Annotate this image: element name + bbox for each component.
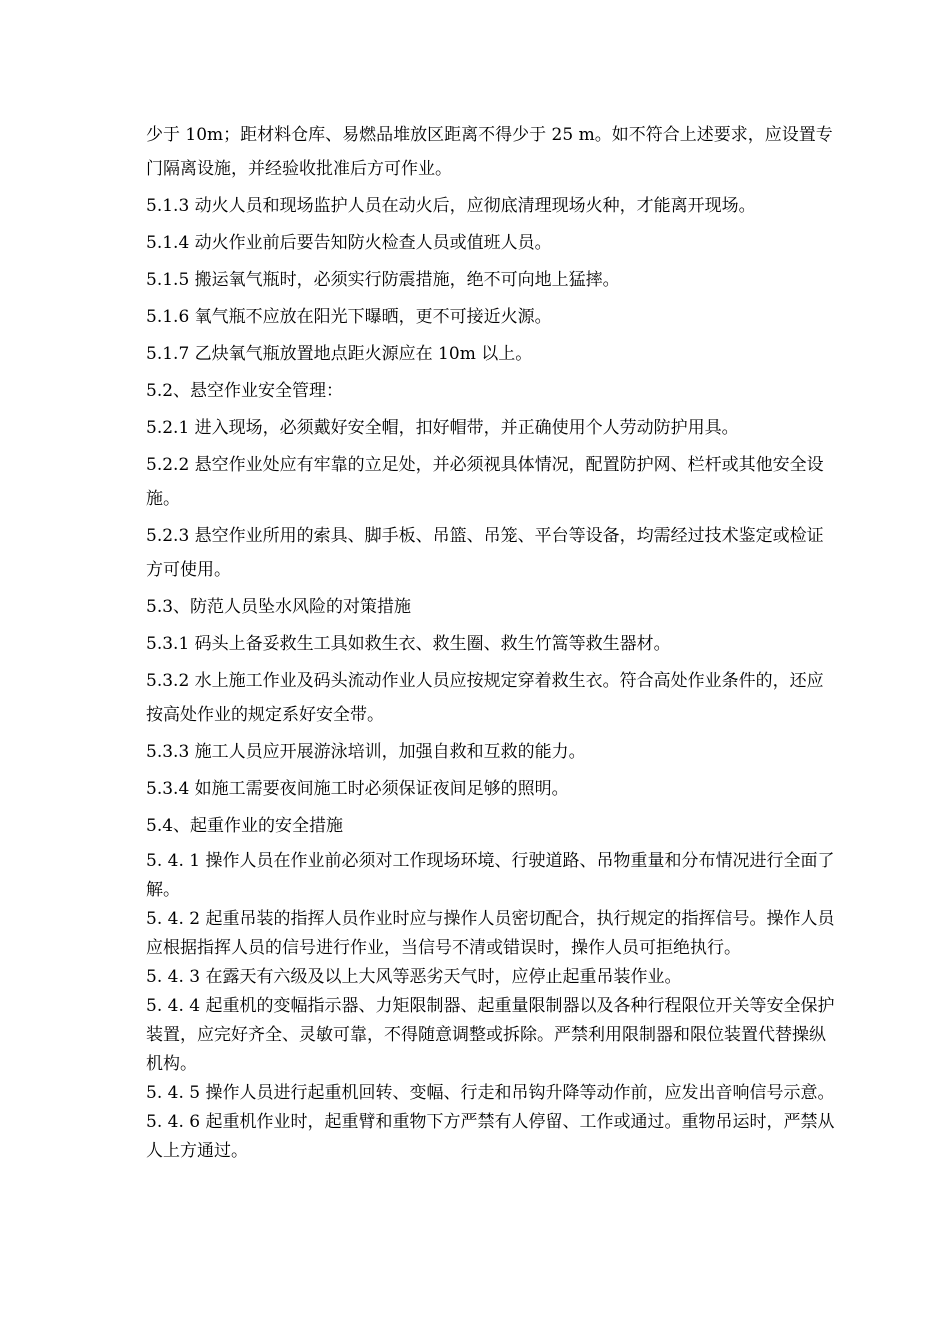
section-heading: 5.3、防范人员坠水风险的对策措施 [146, 597, 412, 617]
paragraph: 5.1.6 氧气瓶不应放在阳光下曝晒，更不可接近火源。 [146, 307, 552, 327]
paragraph: 5.1.3 动火人员和现场监护人员在动火后，应彻底清理现场火种，才能离开现场。 [146, 196, 756, 216]
paragraph: 5. 4. 6 起重机作业时，起重臂和重物下方严禁有人停留、工作或通过。重物吊运时，严禁从人上方通过。 [146, 1112, 835, 1161]
paragraph: 少于 10m；距材料仓库、易燃品堆放区距离不得少于 25 m。如不符合上述要求，应设置专门隔离设施，并经验收批准后方可作业。 [146, 125, 833, 179]
paragraph: 5. 4. 2 起重吊装的指挥人员作业时应与操作人员密切配合，执行规定的指挥信号。操作人员应根据指挥人员的信号进行作业，当信号不清或错误时，操作人员可拒绝执行。 [146, 909, 835, 958]
paragraph: 5.2.2 悬空作业处应有牢靠的立足处，并必须视具体情况，配置防护网、栏杆或其他安全设施。 [146, 455, 824, 509]
paragraph: 5. 4. 5 操作人员进行起重机回转、变幅、行走和吊钩升降等动作前，应发出音响信号示意。 [146, 1083, 835, 1103]
document-body [146, 118, 836, 1166]
section-heading: 5.4、起重作业的安全措施 [146, 816, 344, 836]
paragraph: 5. 4. 4 起重机的变幅指示器、力矩限制器、起重量限制器以及各种行程限位开关等安全保护装置，应完好齐全、灵敏可靠，不得随意调整或拆除。严禁利用限制器和限位装置代替操纵机构。 [146, 996, 835, 1074]
paragraph: 5. 4. 1 操作人员在作业前必须对工作现场环境、行驶道路、吊物重量和分布情况进行全面了解。 [146, 851, 835, 900]
section-heading: 5.2、悬空作业安全管理： [146, 381, 344, 401]
paragraph: 5.1.5 搬运氧气瓶时，必须实行防震措施，绝不可向地上猛摔。 [146, 270, 620, 290]
paragraph: 5.3.3 施工人员应开展游泳培训，加强自救和互救的能力。 [146, 742, 586, 762]
paragraph: 5.1.4 动火作业前后要告知防火检查人员或值班人员。 [146, 233, 552, 253]
paragraph: 5.3.1 码头上备妥救生工具如救生衣、救生圈、救生竹篙等救生器材。 [146, 634, 671, 654]
paragraph: 5.2.3 悬空作业所用的索具、脚手板、吊篮、吊笼、平台等设备，均需经过技术鉴定或检证方可使用。 [146, 526, 824, 580]
paragraph: 5.3.4 如施工需要夜间施工时必须保证夜间足够的照明。 [146, 779, 569, 799]
paragraph: 5.2.1 进入现场，必须戴好安全帽，扣好帽带，并正确使用个人劳动防护用具。 [146, 418, 739, 438]
paragraph: 5. 4. 3 在露天有六级及以上大风等恶劣天气时，应停止起重吊装作业。 [146, 967, 682, 987]
paragraph: 5.1.7 乙炔氧气瓶放置地点距火源应在 10m 以上。 [146, 344, 533, 364]
paragraph: 5.3.2 水上施工作业及码头流动作业人员应按规定穿着救生衣。符合高处作业条件的，还应按高处作业的规定系好安全带。 [146, 671, 824, 725]
